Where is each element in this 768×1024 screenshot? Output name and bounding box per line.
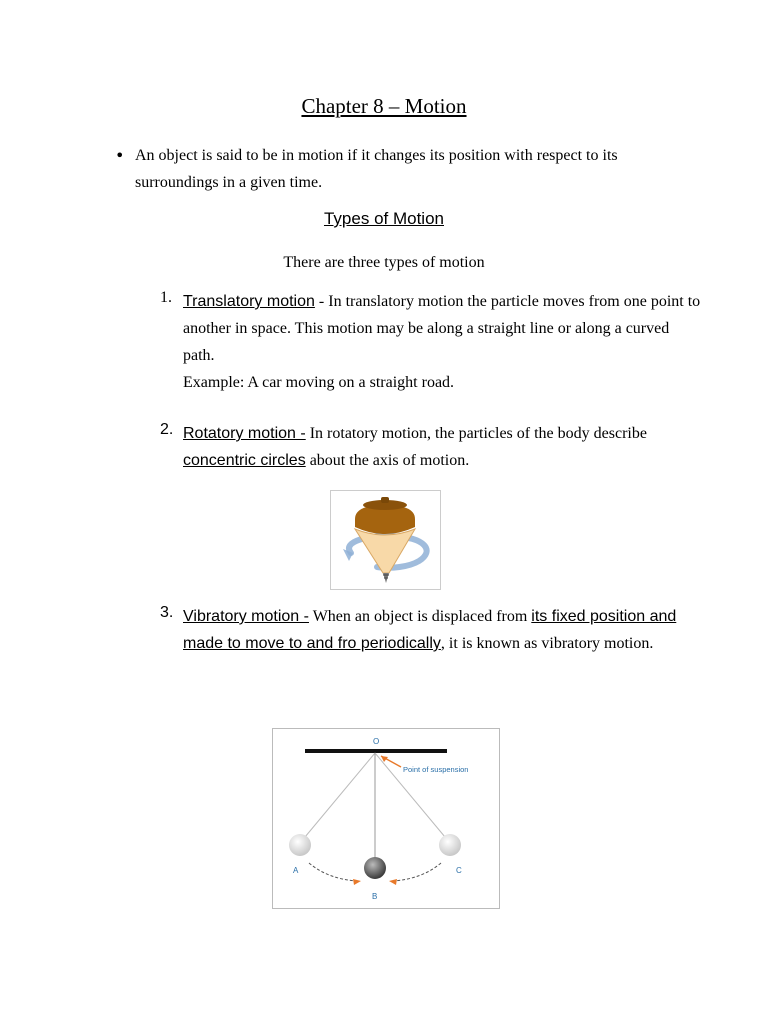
item-1-desc: - In translatory motion the particle moves from one point to another in space. This motion may be along a straight line or along a curved path.	[183, 293, 701, 364]
item-3-number: 3.	[160, 604, 174, 621]
pendulum-figure	[272, 728, 500, 909]
suspension-bar	[305, 749, 447, 753]
arc-left	[309, 863, 357, 881]
arc-right	[393, 863, 441, 881]
ball-b	[364, 857, 386, 879]
item-2-desc-a: In rotatory motion, the particles of the body describe	[305, 425, 647, 442]
label-b: B	[372, 892, 378, 901]
item-1-term: Translatory motion	[183, 293, 315, 310]
pendulum-diagram	[273, 729, 499, 908]
intro-paragraph: An object is said to be in motion if it changes its position with respect to its surroundings in a given time.	[135, 147, 618, 191]
ball-a	[289, 834, 311, 856]
page-title: Chapter 8 – Motion	[301, 94, 467, 118]
label-point-of-suspension: Point of suspension	[403, 765, 469, 774]
item-2-term: Rotatory motion -	[183, 425, 306, 442]
label-o: O	[373, 737, 380, 746]
item-3-term: Vibratory motion -	[183, 608, 309, 625]
types-heading: Types of Motion	[323, 209, 444, 228]
item-2-desc-b: about the axis of motion.	[305, 452, 470, 469]
bullet-icon: •	[115, 146, 125, 165]
item-1-number: 1.	[160, 289, 172, 306]
item-3-text	[183, 603, 703, 657]
item-2-number: 2.	[160, 421, 174, 438]
item-3-desc-a: When an object is displaced from	[308, 608, 532, 625]
item-3-link: its fixed position and made to move to and fro periodically	[183, 608, 677, 652]
item-3-desc-b: , it is known as vibratory motion.	[440, 635, 654, 652]
label-c: C	[456, 866, 462, 875]
spinning-top-icon	[331, 491, 440, 589]
item-1-example: Example: A car moving on a straight road.	[183, 374, 455, 391]
label-a: A	[293, 866, 299, 875]
types-intro: There are three types of motion	[283, 254, 485, 271]
spinning-top-figure	[330, 490, 441, 590]
item-2-link: concentric circles	[183, 452, 306, 469]
item-1-text	[183, 288, 703, 396]
item-2-text	[183, 420, 703, 474]
string-left	[300, 753, 375, 843]
ball-c	[439, 834, 461, 856]
